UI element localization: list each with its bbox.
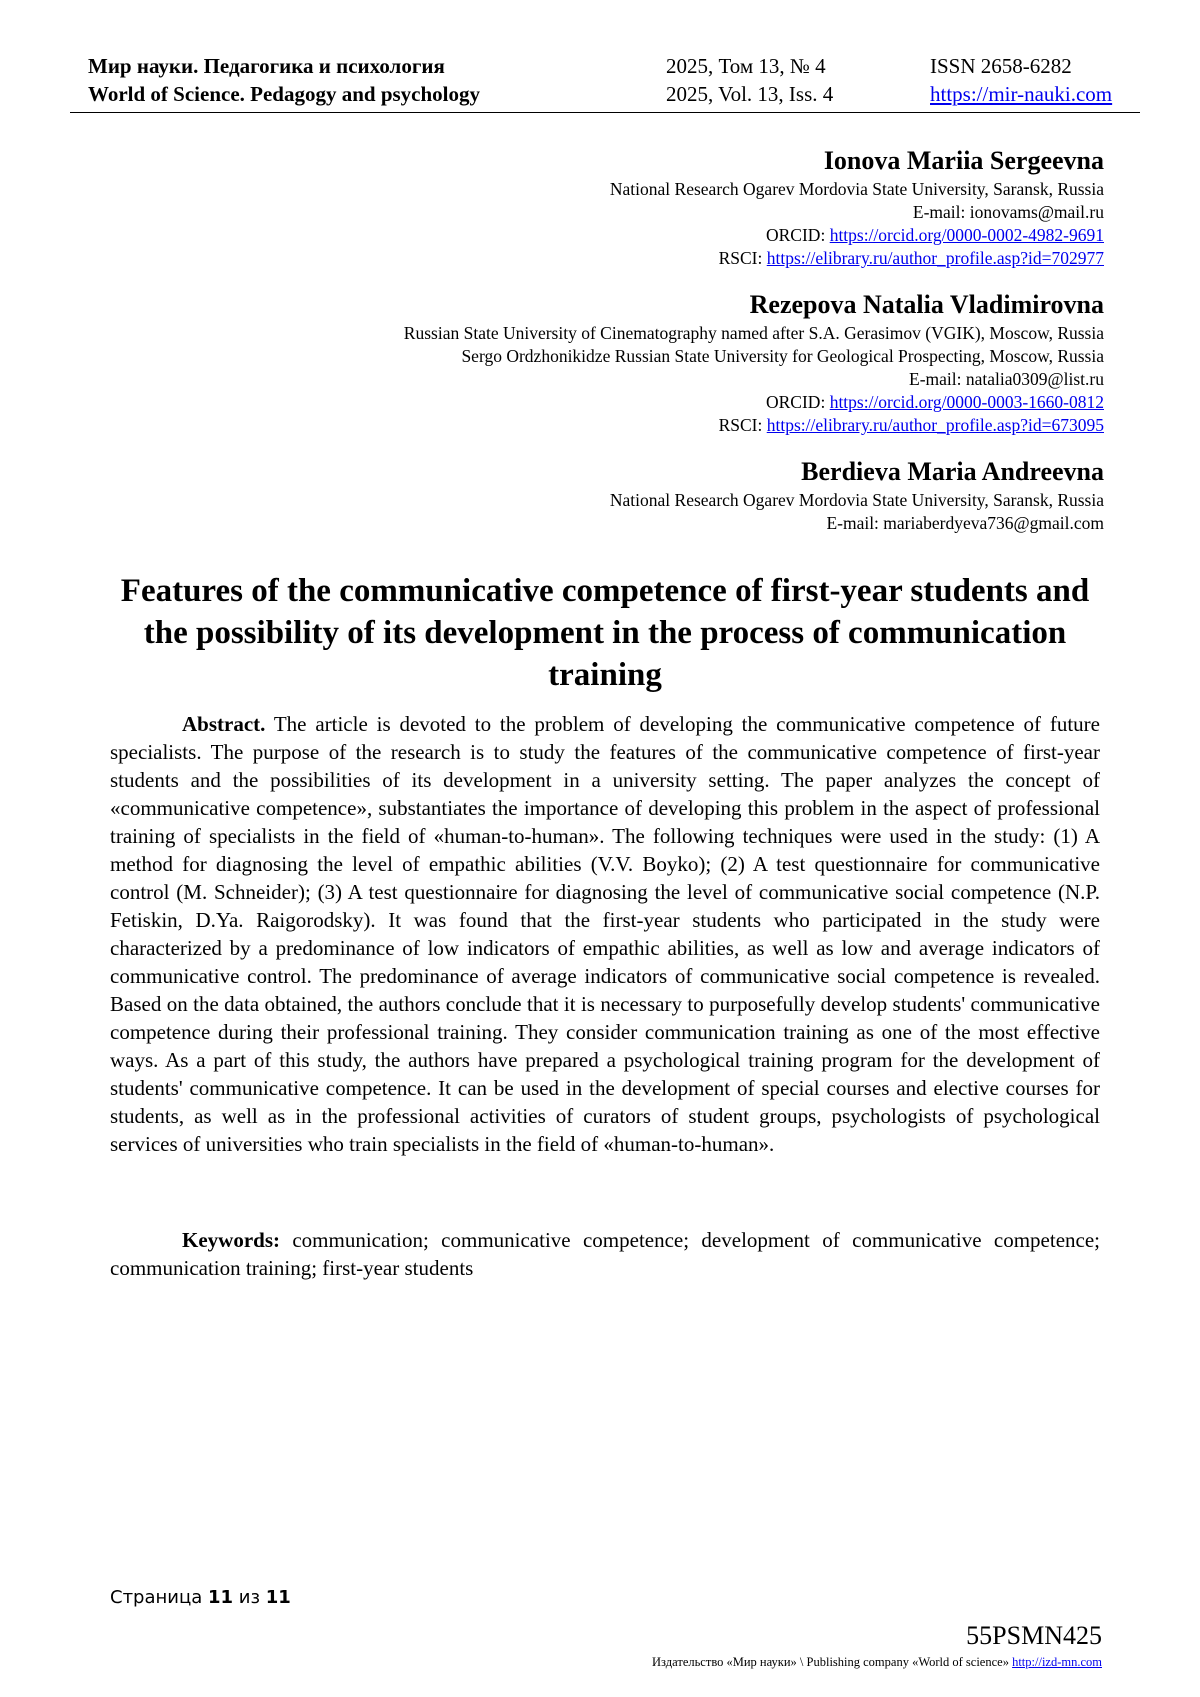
keywords-label: Keywords: (182, 1228, 280, 1252)
publisher-link[interactable]: http://izd-mn.com (1012, 1655, 1102, 1669)
author-affiliation: Sergo Ordzhonikidze Russian State University for Geological Prospecting, Moscow, Russia (461, 346, 1104, 366)
author-rsci (104, 247, 1104, 270)
rsci-link[interactable]: https://elibrary.ru/author_profile.asp?id=673095 (766, 415, 1104, 435)
keywords-paragraph (110, 1226, 1100, 1282)
rsci-label: RSCI: (718, 415, 767, 435)
author-block (104, 455, 1104, 535)
author-orcid (104, 391, 1104, 414)
issn: ISSN 2658-6282 (930, 54, 1072, 78)
author-affiliation: Russian State University of Cinematography named after S.A. Gerasimov (VGIK), Moscow, Russia (403, 323, 1104, 343)
publisher-text: Издательство «Мир науки» \ Publishing company «World of science» (652, 1655, 1013, 1669)
author-email: E-mail: ionovams@mail.ru (912, 202, 1104, 222)
header-row-russian (88, 52, 1140, 80)
author-email: E-mail: mariaberdyeva736@gmail.com (826, 513, 1104, 533)
keywords-text: communication; communicative competence; development of communicative competence; communication training; first-year students (110, 1228, 1100, 1280)
journal-header (70, 50, 1140, 113)
page-number (110, 1587, 291, 1608)
article-code: 55PSMN425 (966, 1621, 1102, 1650)
publisher-line (652, 1655, 1102, 1670)
author-name: Berdieva Maria Andreevna (801, 457, 1104, 486)
rsci-label: RSCI: (718, 248, 767, 268)
page-prefix: Страница (110, 1587, 208, 1608)
journal-name-en: World of Science. Pedagogy and psychology (88, 82, 481, 106)
author-rsci (104, 414, 1104, 437)
author-block (104, 288, 1104, 437)
header-row-english (88, 80, 1140, 108)
page-current: 11 (207, 1587, 234, 1608)
author-block (104, 144, 1104, 270)
page-separator: из (233, 1587, 266, 1608)
orcid-link[interactable]: https://orcid.org/0000-0003-1660-0812 (829, 392, 1104, 412)
author-orcid (104, 224, 1104, 247)
page-total: 11 (265, 1587, 291, 1608)
orcid-link[interactable]: https://orcid.org/0000-0002-4982-9691 (829, 225, 1104, 245)
article-title: Features of the communicative competence of first-year students and the possibility of its development in the process of communication training (120, 573, 1090, 693)
issue-info-ru: 2025, Том 13, № 4 (666, 54, 826, 78)
abstract-label: Abstract. (182, 712, 266, 736)
author-name: Ionova Mariia Sergeevna (823, 146, 1104, 175)
rsci-link[interactable]: https://elibrary.ru/author_profile.asp?id=702977 (766, 248, 1104, 268)
abstract-paragraph (110, 710, 1100, 1158)
journal-website-link[interactable]: https://mir-nauki.com (930, 82, 1113, 106)
author-affiliation: National Research Ogarev Mordovia State University, Saransk, Russia (609, 179, 1104, 199)
journal-name-ru: Мир науки. Педагогика и психология (88, 54, 445, 78)
author-name: Rezepova Natalia Vladimirovna (749, 290, 1104, 319)
author-list (104, 144, 1104, 553)
abstract-text: The article is devoted to the problem of developing the communicative competence of future specialists. The purpose of the research is to study the features of the communicative competence of first-year students and the possibilities of its development in a university setting. The paper analyzes the concept of «communicative competence», substantiates the importance of developing this problem in the aspect of professional training of specialists in the field of «human-to-human». The following techniques were used in the study: (1) A method for diagnosing the level of empathic abilities (V.V. Boyko); (2) A test questionnaire for communicative control (M. Schneider); (3) A test questionnaire for diagnosing the level of communicative social competence (N.P. Fetiskin, D.Ya. Raigorodsky). It was found that the first-year students who participated in the study were characterized by a predominance of low indicators of empathic abilities, as well as low and average indicators of communicative control. The predominance of average indicators of communicative social competence is revealed. Based on the data obtained, the authors conclude that it is necessary to purposefully develop students' communicative competence during their professional training. They consider communication training as one of the most effective ways. As a part of this study, the authors have prepared a psychological training program for the development of students' communicative competence. It can be used in the development of special courses and elective courses for students, as well as in the professional activities of curators of student groups, psychologists of psychological services of universities who train specialists in the field of «human-to-human». (110, 712, 1100, 1156)
issue-info-en: 2025, Vol. 13, Iss. 4 (666, 82, 834, 106)
author-email: E-mail: natalia0309@list.ru (909, 369, 1104, 389)
author-affiliation: National Research Ogarev Mordovia State University, Saransk, Russia (609, 490, 1104, 510)
orcid-label: ORCID: (766, 392, 830, 412)
orcid-label: ORCID: (766, 225, 830, 245)
